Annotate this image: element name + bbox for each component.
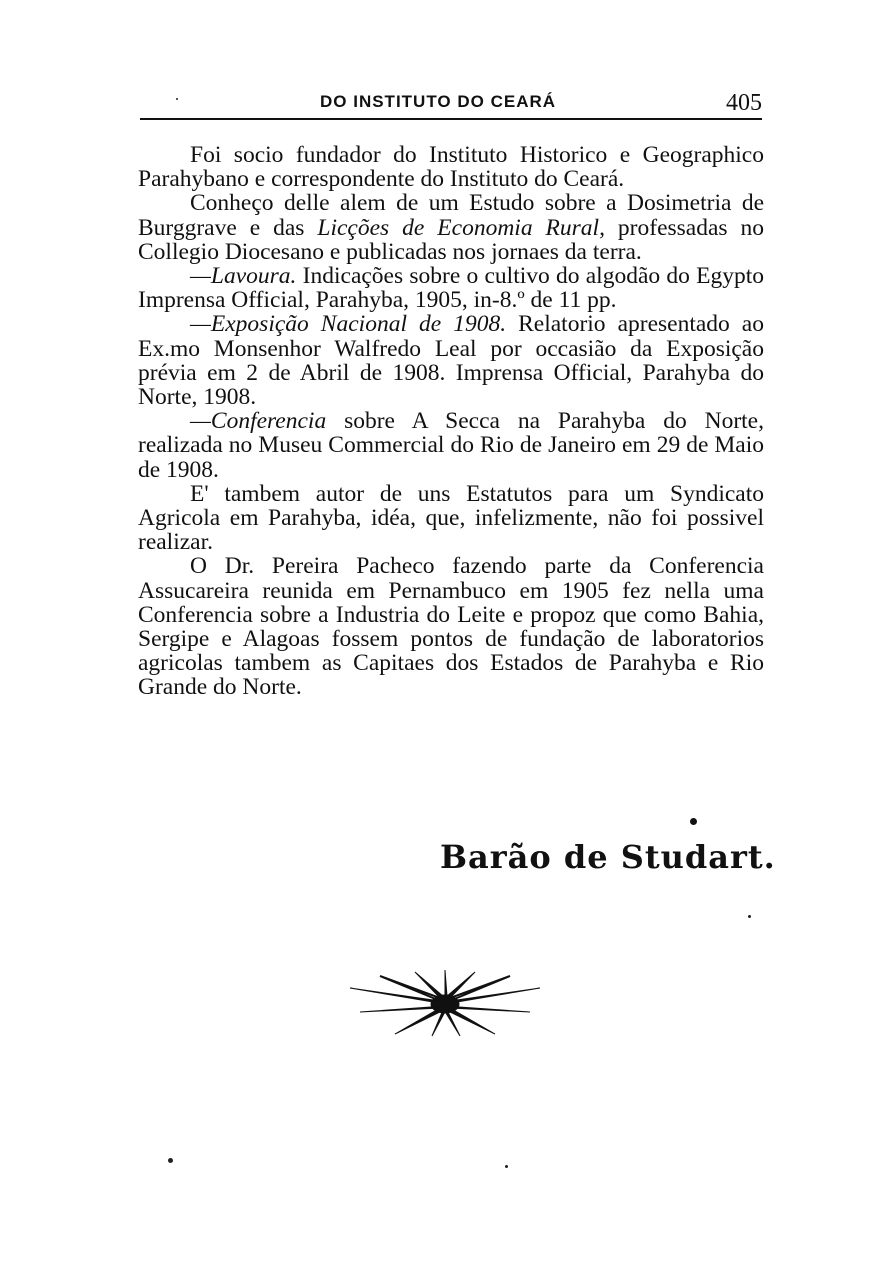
print-speck bbox=[168, 1158, 173, 1163]
lavoura-title: —Lavoura. bbox=[190, 263, 297, 290]
running-title: DO INSTITUTO DO CEARÁ bbox=[320, 92, 557, 111]
floral-tailpiece-icon bbox=[340, 968, 550, 1038]
works-text-a: Conheço delle alem de um Estudo sobre a Dosimetria de Burggrave e das bbox=[138, 190, 764, 241]
page-number: 405 bbox=[726, 90, 762, 116]
print-speck bbox=[748, 915, 751, 918]
paragraph-founder: Foi socio fundador do Instituto Historico e Geographico Parahybano e correspondente do Instituto do Ceará. bbox=[138, 142, 764, 193]
print-speck bbox=[176, 98, 178, 100]
exposicao-text: Relatorio apresentado ao Ex.mo Monsenhor Walfredo Leal por occasião da Exposição prévia em 2 de Abril de 1908. Imprensa Official, Parahyba do Norte, 1908. bbox=[138, 311, 764, 411]
works-text-b: professadas no Collegio Diocesano e publicadas nos jornaes da terra. bbox=[138, 214, 764, 265]
conferencia-text: sobre A Secca na Parahyba do Norte, realizada no Museu Commercial do Rio de Janeiro em 29 de Maio de 1908. bbox=[138, 408, 764, 483]
lavoura-text: Indicações sobre o cultivo do algodão do Egypto Imprensa Official, Parahyba, 1905, in-8.º de 11 pp. bbox=[138, 263, 764, 314]
signature-mark bbox=[690, 818, 697, 825]
paragraph-pacheco: O Dr. Pereira Pacheco fazendo parte da Conferencia Assucareira reunida em Pernambuco em 1905 fez nella uma Conferencia sobre a Industria do Leite e propoz que como Bahia, Sergipe e Alagoas fossem pontos de fundação de laboratorios agricolas tambem as Capitaes dos Estados de Parahyba e Rio Grande do Norte. bbox=[138, 553, 764, 701]
paragraph-works bbox=[138, 191, 764, 264]
paragraph-lavoura bbox=[138, 264, 764, 312]
conferencia-title: —Conferencia bbox=[190, 408, 327, 435]
print-speck bbox=[505, 1165, 508, 1168]
signature: Barão de Studart. bbox=[440, 838, 776, 876]
paragraph-exposicao bbox=[138, 312, 764, 409]
paragraph-estatutos: E' tambem autor de uns Estatutos para um Syndicato Agricola em Parahyba, idéa, que, infelizmente, não foi possivel realizar. bbox=[138, 480, 764, 556]
paragraph-conferencia bbox=[138, 409, 764, 482]
body-text bbox=[138, 143, 764, 700]
works-title: Licções de Economia Rural, bbox=[317, 214, 605, 241]
exposicao-title: —Exposição Nacional de 1908. bbox=[190, 311, 507, 338]
running-header bbox=[140, 88, 762, 120]
